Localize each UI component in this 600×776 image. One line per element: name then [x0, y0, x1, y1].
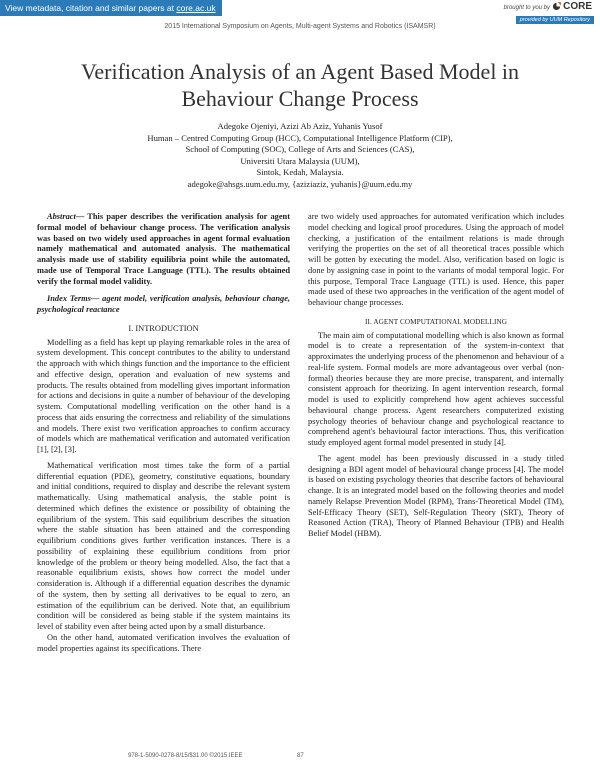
footer-isbn: 978-1-5090-0278-8/15/$31.00 ©2015 IEEE: [128, 753, 243, 759]
core-logo-text: CORE: [563, 1, 592, 12]
index-terms: [37, 294, 290, 316]
abstract-label: Abstract: [47, 212, 76, 221]
section2-paragraph-1: The main aim of computational modelling which is also known as formal model is to create a representation of the system-in-context that approximates the underlying process of the phenomenon and behaviour of a real-life system. Formal models are more advantageous over verbal (non-formal) theories because they are more precise, transparent, and internally consistent approach for theorizing. In agent intervention research, formal model is used to explicitly comprehend how agent achieves successful behavioural change process. Agent researchers computerized existing psychology theories of behaviour change and psychological reactance to comprehend agent's behavioural factor interactions. Thus, this verification study employed agent formal model presented in study [4].: [308, 330, 564, 447]
affiliation-line-3: Universiti Utara Malaysia (UUM),: [240, 155, 360, 166]
paper-title: [40, 58, 560, 112]
brought-by-label: brought to you by: [503, 5, 550, 11]
author-names: Adegoke Ojeniyi, Azizi Ab Aziz, Yuhanis Yusof: [217, 121, 383, 131]
core-site-link[interactable]: core.ac.uk: [176, 3, 216, 13]
intro-paragraph-2: Mathematical verification most times take the form of a partial differential equation (PDE), geometry, constitutive equations, boundary and initial conditions, required to display and describe the relevant system mathematically. Using mathematical analysis, the stable point is determined which defines the existence or possibility of obtaining the equilibrium of the system. This said equilibrium describes the situation where the stable situation has been attained and the corresponding equilibrium conditions gives further verification instances. There is a possibility of explaining these equilibrium conditions from prior knowledge of the problem or theory being modelled. Also, the fact that a reasonable equilibrium exists, shows how correct the model under consideration is. Although if a differential equation describes the dynamic of the system, then by setting all derivatives to be equal to zero, an estimation of the equilibrium can be derived. Note that, an equilibrium condition will be considered as being stable if the system maintains its level of stability even after being acted upon by a small disturbance.: [37, 460, 290, 631]
index-terms-label: Index Terms: [47, 294, 91, 304]
view-metadata-text: View metadata, citation and similar papers at: [5, 3, 177, 13]
footer-page-number: 87: [297, 753, 304, 759]
abstract: [37, 212, 290, 287]
view-metadata-link[interactable]: [0, 0, 222, 16]
section2-paragraph-2: The agent model has been previously discussed in a study titled designing a BDI agent model of behavioural change process [4]. The model is based on existing psychology theories that describe factors of behavioural change. It is an integrated model based on the following theories and model namely Relapse Prevention Model (RPM), Trans-Theoretical Model (TM), Self-Efficacy Theory (SET), Self-Regulation Theory (SRT), Theory of Reasoned Action (TRA), Theory of Planned Behaviour (TPB) and Health Belief Model (HBM).: [308, 453, 564, 538]
section-heading-introduction: I. INTRODUCTION: [128, 323, 199, 333]
intro-paragraph-3-continued: are two widely used approaches for automated verification which includes model checking and logical proof procedures. Using the approach of model checking, a justification of the entailment relations is made through verifying the properties on the set of all theoretical traces possible which will be gotten by executing the model. Also, verification based on logic is done by assigning case in point to the variants of modal temporal logic. For this purpose, Temporal Trace Language (TTL) is used. Hence, this paper made used of these two approaches in the verification of the agent model of behaviour change processes.: [308, 212, 564, 307]
left-column: [37, 212, 290, 654]
provided-by-link[interactable]: provided by UUM Repository: [516, 16, 594, 24]
intro-paragraph-1: Modelling as a field has kept up playing remarkable roles in the area of system development. This concept contributes to the ability to understand the approach with which things function and the importance to the efficient and effective design, operation and evaluation of new systems and products. The results obtained from modelling gives important information for actions and decisions in quite a number of behaviour of the developing system. Computational modelling verification on the other hand is a process that aids ensuring the correctness and reliability of the simulations and models. There exist two verification approaches to confirm accuracy of models which are mathematical verification and automated verification [1], [2], [3].: [37, 337, 290, 454]
core-logo-icon: [552, 2, 561, 11]
section-heading-agent-modelling: II. AGENT COMPUTATIONAL MODELLING: [364, 317, 508, 326]
affiliation-line-1: Human – Centred Computing Group (HCC), Computational Intelligence Platform (CIP),: [147, 132, 453, 143]
author-block: [60, 121, 540, 191]
index-terms-text: — agent model, verification analysis, behaviour change, psychological reactance: [37, 294, 291, 314]
affiliation-line-4: Sintok, Kedah, Malaysia.: [256, 167, 344, 178]
core-logo[interactable]: [552, 1, 592, 12]
affiliation-line-2: School of Computing (SOC), College of Arts and Sciences (CAS),: [185, 144, 415, 155]
title-line-2: Behaviour Change Process: [181, 86, 419, 111]
conference-header: 2015 International Symposium on Agents, Multi-agent Systems and Robotics (ISAMSR): [164, 23, 436, 30]
intro-paragraph-3: On the other hand, automated verification involves the evaluation of model properties against its specifications. There: [37, 632, 290, 653]
author-emails: adegoke@ahsgs.uum.edu.my, {aziziaziz, yuhanis}@uum.edu.my: [187, 178, 413, 189]
abstract-text: — This paper describes the verification analysis for agent formal model of behaviour change process. The verification analysis was based on two widely used approaches in agent formal evaluation namely mathematical and automated analysis. The mathematical analysis made use of stability equilibria point while the automated, made use of Temporal Trace Language (TTL). The results obtained verify the formal model validity.: [37, 212, 290, 286]
title-line-1: Verification Analysis of an Agent Based Model in: [80, 59, 520, 84]
right-column: [308, 212, 564, 540]
